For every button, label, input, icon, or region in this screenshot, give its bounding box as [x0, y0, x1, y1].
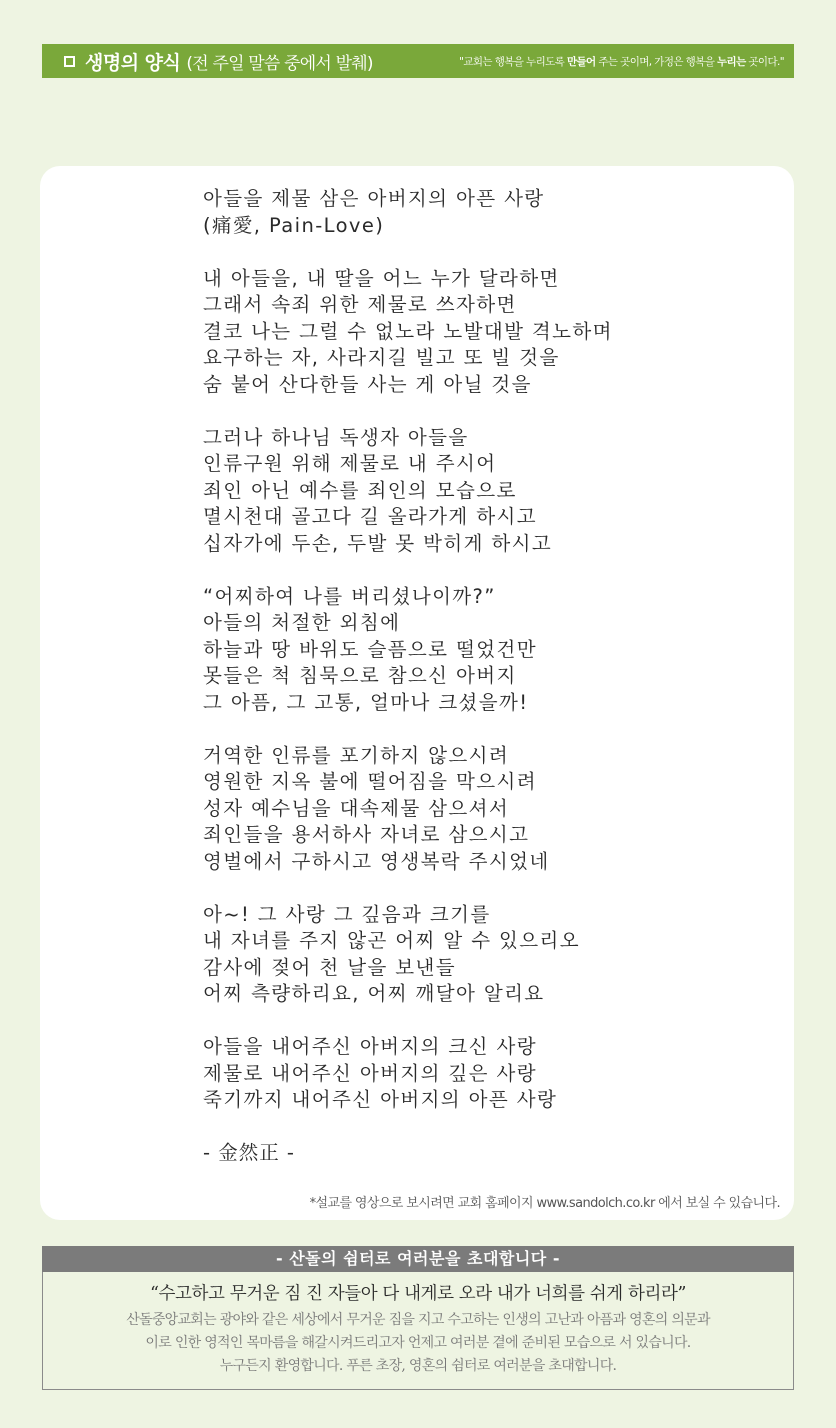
poem-line: 영벌에서 구하시고 영생복락 주시었네: [203, 849, 550, 873]
poem-line: 인류구원 위해 제물로 내 주시어: [203, 452, 497, 475]
section-banner: [42, 44, 794, 78]
invite-heading: - 산돌의 쉼터로 여러분을 초대합니다 -: [42, 1246, 794, 1272]
invite-quote: “수고하고 무거운 짐 진 자들아 다 내게로 오라 내가 너희를 쉬게 하리라”: [149, 1284, 687, 1304]
banner-motto: "교회는 행복을 누리도록 만들어 주는 곳이며, 가정은 행복을 누리는 곳이다.": [459, 55, 784, 68]
poem-stanza: [203, 902, 763, 1008]
poem-line: 못들은 척 침묵으로 참으신 아버지: [203, 664, 517, 687]
poem-stanza: [203, 584, 763, 717]
poem-subtitle: (痛愛, Pain-Love): [203, 213, 385, 237]
poem-line: 내 자녀를 주지 않곤 어찌 알 수 있으리오: [203, 929, 580, 952]
poem-line: 아~! 그 사랑 그 깊음과 크기를: [203, 902, 491, 926]
checkbox-square-icon: [64, 56, 75, 67]
poem-line: 십자가에 두손, 두발 못 박히게 하시고: [203, 531, 553, 555]
poem-line: 숨 붙어 산다한들 사는 게 아닐 것을: [203, 372, 532, 396]
poem-line: 아들의 처절한 외침에: [203, 611, 401, 634]
poem-stanza: [203, 743, 763, 876]
invite-line: 산돌중앙교회는 광야와 같은 세상에서 무거운 짐을 지고 수고하는 인생의 고난과 아픔과 영혼의 의문과: [126, 1312, 710, 1328]
poem-line: 죄인 아닌 예수를 죄인의 모습으로: [203, 478, 517, 502]
poem-line: 영원한 지옥 불에 떨어짐을 막으시려: [203, 770, 537, 793]
section-subtitle: (전 주일 말씀 중에서 발췌): [186, 53, 373, 74]
invite-line: 누구든지 환영합니다. 푸른 초장, 영혼의 쉼터로 여러분을 초대합니다.: [219, 1358, 617, 1374]
poem-line: 하늘과 땅 바위도 슬픔으로 떨었건만: [203, 637, 537, 661]
poem-author: - 金然正 -: [203, 1141, 295, 1164]
poem-line: 그러나 하나님 독생자 아들을: [203, 425, 469, 449]
sermon-video-note: *설교를 영상으로 보시려면 교회 홈페이지 www.sandolch.co.kr 에서 보실 수 있습니다.: [309, 1196, 780, 1211]
poem-line: 감사에 젖어 천 날을 보낸들: [203, 955, 457, 979]
poem-line: 어찌 측량하리요, 어찌 깨달아 알리요: [203, 982, 545, 1005]
poem-line: 죄인들을 용서하사 자녀로 삼으시고: [203, 823, 530, 846]
poem: [203, 186, 763, 1167]
poem-line: 요구하는 자, 사라지길 빌고 또 빌 것을: [203, 346, 560, 369]
invite-box: [42, 1272, 794, 1390]
poem-stanza: [203, 1034, 763, 1114]
poem-line: 내 아들을, 내 딸을 어느 누가 달라하면: [203, 266, 560, 290]
section-title: 생명의 양식: [85, 51, 181, 74]
poem-line: 그래서 속죄 위한 제물로 쓰자하면: [203, 293, 517, 316]
poem-line: 거역한 인류를 포기하지 않으시려: [203, 743, 510, 767]
poem-stanza: [203, 266, 763, 399]
poem-line: “어찌하여 나를 버리셨나이까?”: [203, 584, 496, 608]
poem-line: 성자 예수님을 대속제물 삼으셔서: [203, 796, 510, 820]
poem-line: 아들을 내어주신 아버지의 크신 사랑: [203, 1035, 537, 1058]
poem-line: 멸시천대 골고다 길 올라가게 하시고: [203, 505, 537, 528]
invite-line: 이로 인한 영적인 목마름을 해갈시켜드리고자 언제고 여러분 곁에 준비된 모습으로 서 있습니다.: [145, 1335, 691, 1351]
poem-title: 아들을 제물 삼은 아버지의 아픈 사랑: [203, 187, 545, 210]
poem-line: 그 아픔, 그 고통, 얼마나 크셨을까!: [203, 690, 529, 714]
poem-stanza: [203, 425, 763, 558]
poem-line: 죽기까지 내어주신 아버지의 아픈 사랑: [203, 1088, 558, 1111]
poem-line: 제물로 내어주신 아버지의 깊은 사랑: [203, 1061, 537, 1085]
poem-line: 결코 나는 그럴 수 없노라 노발대발 격노하며: [203, 319, 613, 343]
